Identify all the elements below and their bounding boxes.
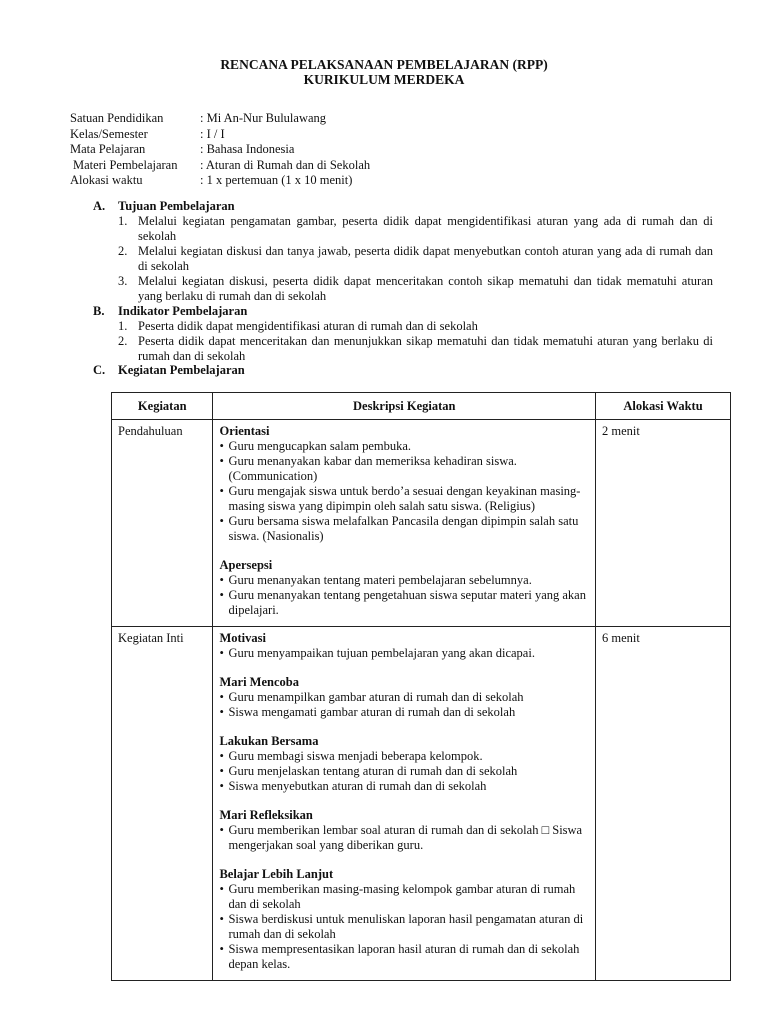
bullet-text: Guru mengucapkan salam pembuka.: [228, 439, 412, 453]
bullet-item: • Guru mengajak siswa untuk berdo’a sesuai dengan keyakinan masing-masing siswa yang dipimpin oleh salah satu siswa. (Religius): [219, 484, 589, 514]
item-text: Melalui kegiatan diskusi, peserta didik dapat menceritakan contoh sikap mematuhi dan tidak mematuhi aturan yang berlaku di rumah dan di sekolah: [138, 274, 713, 303]
list-item: [118, 274, 713, 304]
cell-kegiatan: Pendahuluan: [112, 420, 213, 627]
bullet-item: • Siswa mengamati gambar aturan di rumah dan di sekolah: [219, 705, 589, 720]
group-title: Motivasi: [219, 631, 266, 645]
group-title: Apersepsi: [219, 558, 273, 572]
identity-label: Kelas/Semester: [70, 126, 148, 141]
activity-table: [111, 392, 731, 981]
table-row-inti: [112, 627, 731, 981]
bullet-item: • Guru menampilkan gambar aturan di rumah dan di sekolah: [219, 690, 589, 705]
activity-group: [219, 631, 589, 661]
section-heading: [93, 199, 713, 214]
item-number: 1.: [118, 319, 128, 333]
bullet-text: Guru mengajak siswa untuk berdo’a sesuai dengan keyakinan masing-masing siswa yang dipimpin oleh salah satu siswa. (Religius): [228, 484, 581, 513]
activity-group: [219, 424, 589, 544]
bullet-text: Guru membagi siswa menjadi beberapa kelompok.: [228, 749, 483, 763]
bullet-item: • Guru memberikan lembar soal aturan di rumah dan di sekolah □ Siswa mengerjakan soal yang diberikan guru.: [219, 823, 589, 853]
identity-value: : I / I: [200, 126, 225, 141]
bullet-text: Guru bersama siswa melafalkan Pancasila dengan dipimpin salah satu siswa. (Nasionalis): [228, 514, 579, 543]
bullet-item: • Guru menanyakan tentang materi pembelajaran sebelumnya.: [219, 573, 589, 588]
list-item: [118, 334, 713, 364]
identity-label: Satuan Pendidikan: [70, 111, 164, 125]
document-title: RENCANA PELAKSANAAN PEMBELAJARAN (RPP): [220, 57, 548, 72]
bullet-text: Siswa menyebutkan aturan di rumah dan di sekolah: [228, 779, 487, 793]
identity-value: : 1 x pertemuan (1 x 10 menit): [200, 173, 353, 187]
item-number: 2.: [118, 244, 128, 258]
bullet-text: Guru memberikan masing-masing kelompok gambar aturan di rumah dan di sekolah: [228, 882, 576, 911]
activity-group: [219, 675, 589, 720]
group-title: Orientasi: [219, 424, 270, 438]
bullet-item: • Guru mengucapkan salam pembuka.: [219, 439, 589, 454]
list-item: [118, 244, 713, 274]
bullet-item: • Guru bersama siswa melafalkan Pancasila dengan dipimpin salah satu siswa. (Nasionalis): [219, 514, 589, 544]
identity-label: Mata Pelajaran: [70, 142, 146, 156]
group-title: Mari Refleksikan: [219, 808, 313, 822]
identity-value: : Aturan di Rumah dan di Sekolah: [200, 157, 371, 172]
bullet-item: • Guru menjelaskan tentang aturan di rumah dan di sekolah: [219, 764, 589, 779]
group-title: Lakukan Bersama: [219, 734, 319, 748]
section-heading: [93, 363, 713, 378]
activity-group: [219, 734, 589, 794]
header-kegiatan: Kegiatan: [112, 393, 213, 420]
bullet-text: Guru menampilkan gambar aturan di rumah dan di sekolah: [228, 690, 524, 704]
identity-row: [70, 127, 370, 143]
cell-alokasi: 6 menit: [596, 627, 731, 981]
identity-value: : Mi An-Nur Bululawang: [200, 111, 327, 125]
bullet-item: • Siswa menyebutkan aturan di rumah dan di sekolah: [219, 779, 589, 794]
bullet-text: Siswa mempresentasikan laporan hasil aturan di rumah dan di sekolah depan kelas.: [228, 942, 580, 971]
item-text: Peserta didik dapat menceritakan dan menunjukkan sikap mematuhi dan tidak mematuhi aturan yang berlaku di rumah dan di sekolah: [138, 334, 713, 363]
document-subtitle: KURIKULUM MERDEKA: [303, 72, 465, 87]
item-text: Melalui kegiatan diskusi dan tanya jawab, peserta didik dapat menyebutkan contoh aturan yang ada di rumah dan di sekolah: [138, 244, 713, 273]
activity-group: [219, 867, 589, 972]
identity-value: : Bahasa Indonesia: [200, 142, 295, 156]
bullet-item: • Siswa mempresentasikan laporan hasil aturan di rumah dan di sekolah depan kelas.: [219, 942, 589, 972]
bullet-item: • Guru menyampaikan tujuan pembelajaran yang akan dicapai.: [219, 646, 589, 661]
section-heading: [93, 304, 713, 319]
bullet-text: Guru menanyakan kabar dan memeriksa kehadiran siswa. (Communication): [228, 454, 517, 483]
bullet-text: Guru menjelaskan tentang aturan di rumah dan di sekolah: [228, 764, 518, 778]
bullet-text: Guru menyampaikan tujuan pembelajaran yang akan dicapai.: [228, 646, 535, 660]
cell-kegiatan: Kegiatan Inti: [112, 627, 213, 981]
cell-deskripsi: [213, 627, 596, 981]
section-letter: A.: [93, 199, 106, 213]
item-number: 3.: [118, 274, 128, 288]
identity-row: [70, 173, 370, 189]
item-number: 2.: [118, 334, 128, 348]
section-indikator: [93, 304, 713, 364]
identity-label: Alokasi waktu: [70, 173, 143, 187]
group-title: Mari Mencoba: [219, 675, 299, 689]
bullet-text: Siswa mengamati gambar aturan di rumah dan di sekolah: [228, 705, 516, 719]
bullet-text: Guru memberikan lembar soal aturan di rumah dan di sekolah □ Siswa mengerjakan soal yang diberikan guru.: [228, 823, 583, 852]
identity-block: [70, 111, 370, 189]
section-title: Indikator Pembelajaran: [118, 304, 248, 318]
bullet-item: • Guru membagi siswa menjadi beberapa kelompok.: [219, 749, 589, 764]
header-deskripsi: Deskripsi Kegiatan: [213, 393, 596, 420]
bullet-text: Guru menanyakan tentang pengetahuan siswa seputar materi yang akan dipelajari.: [228, 588, 586, 617]
list-item: [118, 214, 713, 244]
section-tujuan: [93, 199, 713, 304]
bullet-item: • Guru memberikan masing-masing kelompok gambar aturan di rumah dan di sekolah: [219, 882, 589, 912]
bullet-text: Guru menanyakan tentang materi pembelajaran sebelumnya.: [228, 573, 532, 587]
activity-group: [219, 558, 589, 618]
section-letter: C.: [93, 363, 106, 377]
section-kegiatan: [93, 363, 713, 378]
identity-label: Materi Pembelajaran: [73, 157, 178, 172]
list-item: [118, 319, 713, 334]
table-row-pendahuluan: [112, 420, 731, 627]
cell-deskripsi: [213, 420, 596, 627]
bullet-item: • Guru menanyakan kabar dan memeriksa kehadiran siswa. (Communication): [219, 454, 589, 484]
identity-row: [70, 142, 370, 158]
cell-alokasi: 2 menit: [596, 420, 731, 627]
section-title: Kegiatan Pembelajaran: [118, 363, 245, 377]
bullet-item: • Guru menanyakan tentang pengetahuan siswa seputar materi yang akan dipelajari.: [219, 588, 589, 618]
group-title: Belajar Lebih Lanjut: [219, 867, 334, 881]
item-text: Peserta didik dapat mengidentifikasi aturan di rumah dan di sekolah: [138, 319, 478, 333]
identity-row: [70, 158, 370, 174]
section-title: Tujuan Pembelajaran: [118, 199, 235, 213]
bullet-text: Siswa berdiskusi untuk menuliskan laporan hasil pengamatan aturan di rumah dan di sekolah: [228, 912, 584, 941]
header-alokasi: Alokasi Waktu: [596, 393, 731, 420]
bullet-item: • Siswa berdiskusi untuk menuliskan laporan hasil pengamatan aturan di rumah dan di sekolah: [219, 912, 589, 942]
table-header-row: [112, 393, 731, 420]
identity-row: [70, 111, 370, 127]
item-number: 1.: [118, 214, 128, 228]
item-text: Melalui kegiatan pengamatan gambar, peserta didik dapat mengidentifikasi aturan yang ada di rumah dan di sekolah: [138, 214, 713, 243]
section-letter: B.: [93, 304, 105, 318]
activity-group: [219, 808, 589, 853]
